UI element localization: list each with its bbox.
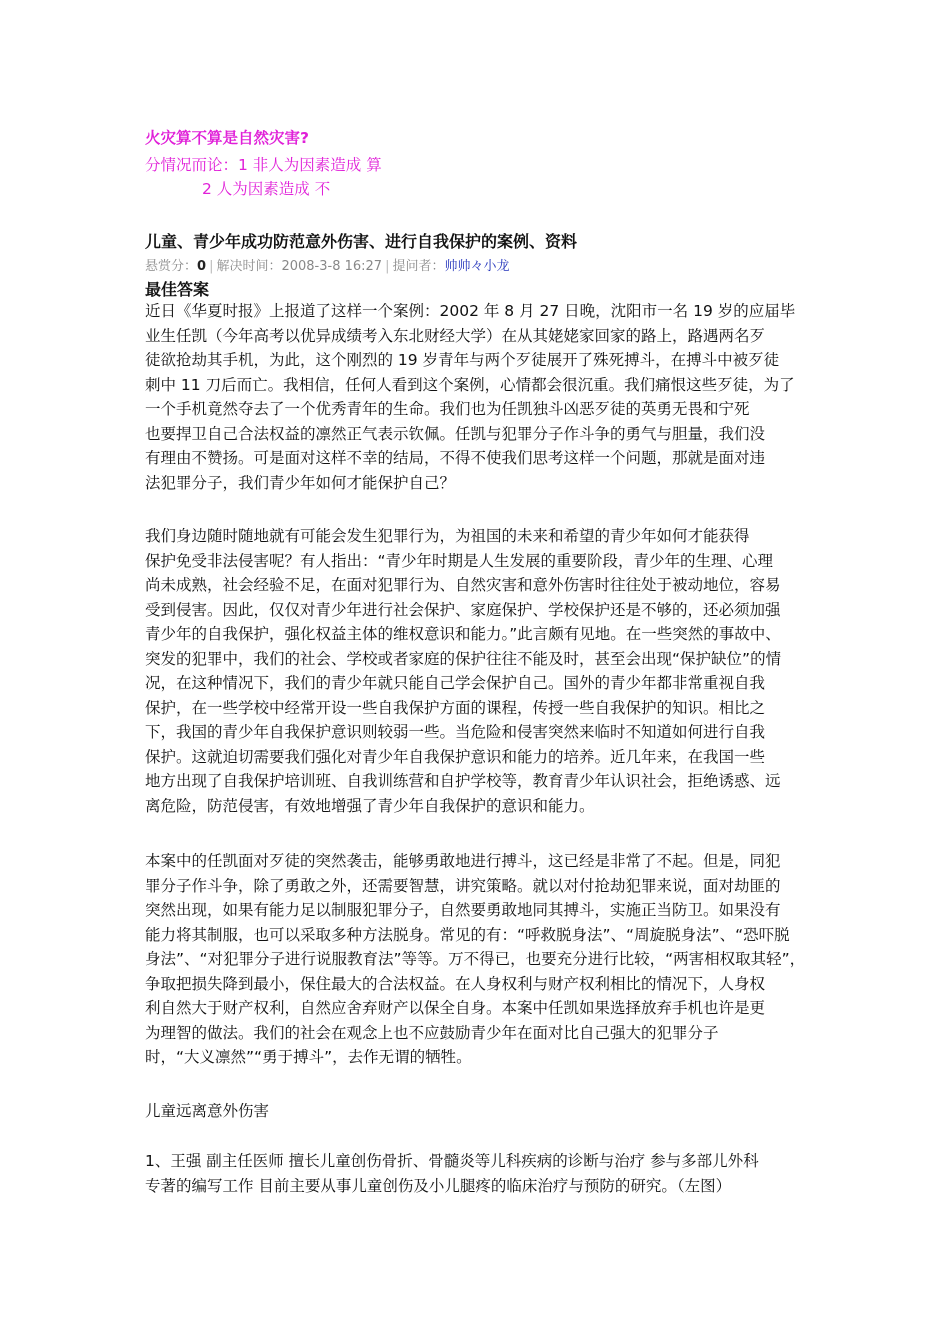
answer-line-2: 2 人为因素造成 不: [202, 180, 331, 198]
text-line: 时，“大义凛然”“勇于搏斗”，去作无谓的牺牲。: [145, 1048, 472, 1066]
text-line: 本案中的任凯面对歹徒的突然袭击，能够勇敢地进行搏斗，这已经是非常了不起。但是，同犯: [145, 852, 781, 870]
reward-value: 0: [197, 259, 207, 274]
paragraph-2: [145, 524, 825, 818]
text-line: 业生任凯（今年高考以优异成绩考入东北财经大学）在从其姥姥家回家的路上，路遇两名歹: [145, 326, 766, 345]
text-line: 利自然大于财产权利，自然应舍弃财产以保全自身。本案中任凯如果选择放弃手机也许是更: [145, 999, 766, 1017]
article-meta: [145, 255, 825, 274]
text-line: 青少年的自我保护，强化权益主体的维权意识和能力。”此言颇有见地。在一些突然的事故中、: [145, 625, 781, 643]
text-line: 刺中 11 刀后而亡。我相信，任何人看到这个案例，心情都会很沉重。我们痛恨这些歹徒，为了: [145, 375, 795, 394]
text-line: 近日《华夏时报》上报道了这样一个案例：2002 年 8 月 27 日晚，沈阳市一名 19 岁的应届毕: [145, 302, 796, 320]
meta-separator: |: [385, 259, 390, 274]
text-line: 也要捍卫自己合法权益的凛然正气表示钦佩。任凯与犯罪分子作斗争的勇气与胆量，我们没: [145, 424, 766, 443]
asker-link[interactable]: 帅帅々小龙: [444, 259, 510, 274]
text-line: 1、王强 副主任医师 擅长儿童创伤骨折、骨髓炎等儿科疾病的诊断与治疗 参与多部儿外科: [145, 1152, 759, 1170]
best-answer-label: 最佳答案: [145, 280, 210, 299]
text-line: 保护。这就迫切需要我们强化对青少年自我保护意识和能力的培养。近几年来，在我国一些: [145, 747, 766, 766]
section-heading: 儿童远离意外伤害: [145, 1102, 270, 1120]
text-line: 能力将其制服，也可以采取多种方法脱身。常见的有：“呼救脱身法”、“周旋脱身法”、“恐吓脱: [145, 925, 790, 944]
text-line: 争取把损失降到最小，保住最大的合法权益。在人身权利与财产权利相比的情况下，人身权: [145, 974, 766, 993]
meta-separator: |: [209, 259, 214, 274]
text-line: 受到侵害。因此，仅仅对青少年进行社会保护、家庭保护、学校保护还是不够的，还必须加强: [145, 600, 781, 619]
time-value: 2008-3-8 16:27: [281, 259, 383, 274]
text-line: 为理智的做法。我们的社会在观念上也不应鼓励青少年在面对比自己强大的犯罪分子: [145, 1023, 719, 1042]
text-line: 专著的编写工作 目前主要从事儿童创伤及小儿腿疼的临床治疗与预防的研究。（左图）: [145, 1176, 732, 1195]
article-title: 儿童、青少年成功防范意外伤害、进行自我保护的案例、资料: [145, 232, 578, 251]
text-line: 突然出现，如果有能力足以制服犯罪分子，自然要勇敢地同其搏斗，实施正当防卫。如果没有: [145, 901, 781, 919]
paragraph-5: [145, 1149, 825, 1198]
paragraph-3: [145, 849, 825, 1070]
question-heading: 火灾算不算是自然灾害?: [145, 129, 309, 147]
text-line: 罪分子作斗争，除了勇敢之外，还需要智慧，讲究策略。就以对付抢劫犯罪来说，面对劫匪的: [145, 876, 781, 895]
text-line: 离危险，防范侵害，有效地增强了青少年自我保护的意识和能力。: [145, 796, 595, 815]
text-line: 身法”、“对犯罪分子进行说服教育法”等等。万不得已，也要充分进行比较，“两害相权取其轻”，: [145, 950, 806, 968]
text-line: 徒欲抢劫其手机，为此，这个刚烈的 19 岁青年与两个歹徒展开了殊死搏斗，在搏斗中被歹徒: [145, 351, 780, 369]
text-line: 尚未成熟，社会经验不足，在面对犯罪行为、自然灾害和意外伤害时往往处于被动地位，容易: [145, 576, 781, 594]
text-line: 保护免受非法侵害呢？有人指出：“青少年时期是人生发展的重要阶段，青少年的生理、心理: [145, 551, 774, 570]
text-line: 有理由不赞扬。可是面对这样不幸的结局，不得不使我们思考这样一个问题，那就是面对违: [145, 449, 766, 467]
answer-line-1: 分情况而论：1 非人为因素造成 算: [145, 156, 382, 174]
time-label: 解决时间：: [216, 259, 282, 274]
text-line: 下，我国的青少年自我保护意识则较弱一些。当危险和侵害突然来临时不知道如何进行自我: [145, 723, 766, 741]
text-line: 保护，在一些学校中经常开设一些自我保护方面的课程，传授一些自我保护的知识。相比之: [145, 698, 766, 717]
text-line: 我们身边随时随地就有可能会发生犯罪行为，为祖国的未来和希望的青少年如何才能获得: [145, 527, 750, 545]
text-line: 况，在这种情况下，我们的青少年就只能自己学会保护自己。国外的青少年都非常重视自我: [145, 674, 766, 692]
text-line: 法犯罪分子，我们青少年如何才能保护自己？: [145, 473, 456, 492]
text-line: 一个手机竟然夺去了一个优秀青年的生命。我们也为任凯独斗凶恶歹徒的英勇无畏和宁死: [145, 400, 750, 418]
text-line: 地方出现了自我保护培训班、自我训练营和自护学校等，教育青少年认识社会，拒绝诱惑、远: [145, 772, 781, 790]
asker-label: 提问者：: [392, 259, 445, 274]
text-line: 突发的犯罪中，我们的社会、学校或者家庭的保护往往不能及时，甚至会出现“保护缺位”的情: [145, 649, 782, 668]
reward-label: 悬赏分：: [145, 259, 198, 274]
paragraph-1: [145, 299, 825, 495]
